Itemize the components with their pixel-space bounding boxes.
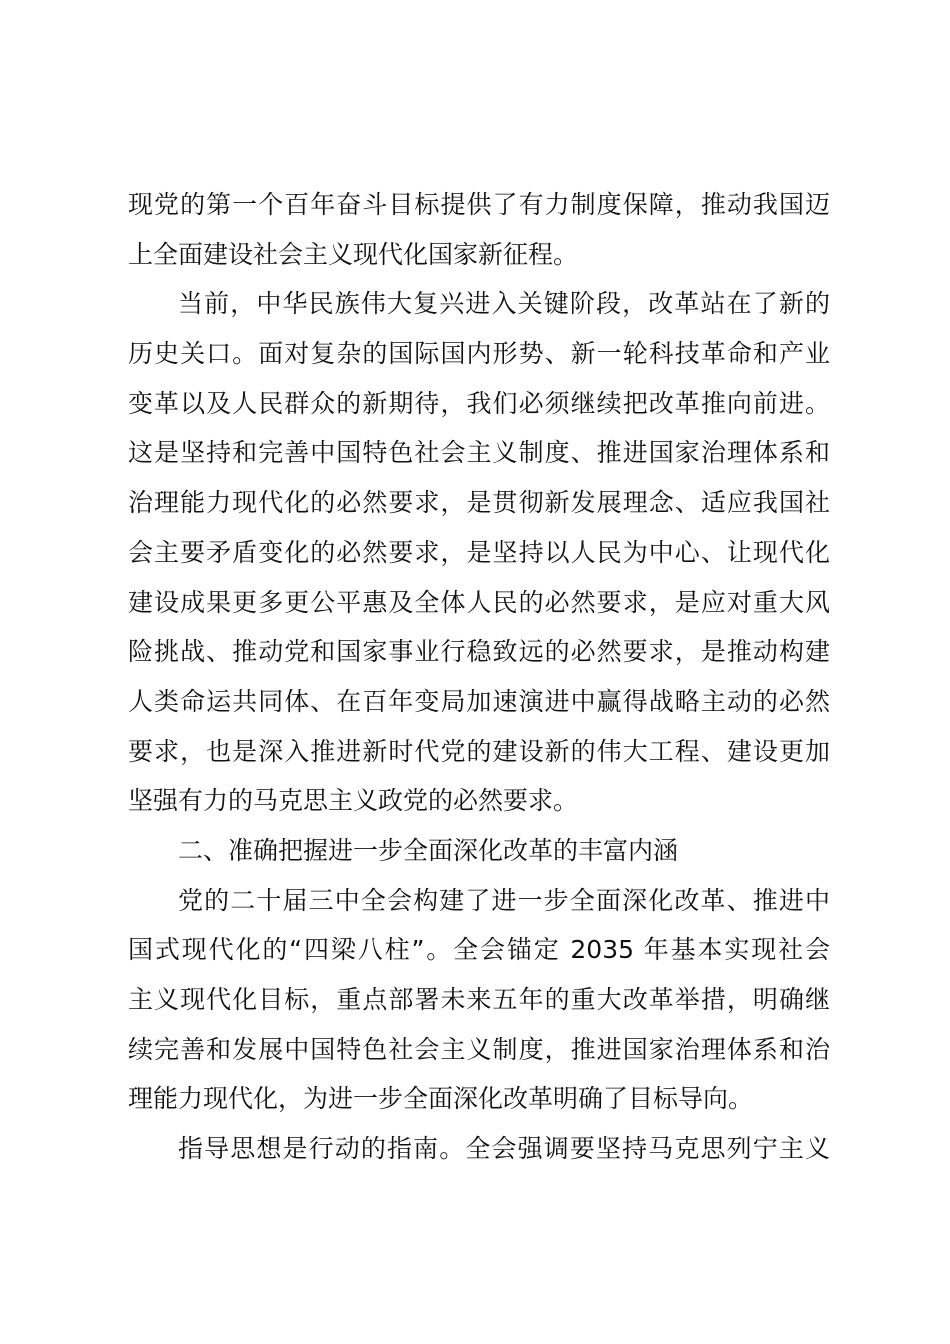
text-line: 党的二十届三中全会构建了进一步全面深化改革、推进中: [178, 885, 830, 915]
text-line: 国式现代化的“四梁八柱”。全会锚定 2035 年基本实现社会: [128, 935, 830, 965]
text-line: 当前，中华民族伟大复兴进入关键阶段，改革站在了新的: [178, 289, 830, 319]
text-line: 人类命运共同体、在百年变局加速演进中赢得战略主动的必然: [128, 686, 830, 716]
text-line: 要求，也是深入推进新时代党的建设新的伟大工程、建设更加: [128, 736, 830, 766]
document-body: [128, 180, 830, 1174]
section-heading: 二、准确把握进一步全面深化改革的丰富内涵: [178, 835, 679, 865]
text-line: 建设成果更多更公平惠及全体人民的必然要求，是应对重大风: [128, 587, 830, 617]
text-line: 理能力现代化，为进一步全面深化改革明确了目标导向。: [128, 1084, 754, 1114]
text-line: 会主要矛盾变化的必然要求，是坚持以人民为中心、让现代化: [128, 537, 830, 567]
text-line: 现党的第一个百年奋斗目标提供了有力制度保障，推动我国迈: [128, 190, 830, 219]
text-line: 上全面建设社会主义现代化国家新征程。: [128, 239, 579, 269]
text-line: 这是坚持和完善中国特色社会主义制度、推进国家治理体系和: [128, 438, 830, 468]
text-line: 变革以及人民群众的新期待，我们必须继续把改革推向前进。: [128, 388, 830, 418]
text-line: 险挑战、推动党和国家事业行稳致远的必然要求，是推动构建: [128, 637, 830, 667]
text-line: 治理能力现代化的必然要求，是贯彻新发展理念、适应我国社: [128, 488, 830, 518]
text-line: 坚强有力的马克思主义政党的必然要求。: [128, 786, 579, 816]
text-line: 主义现代化目标，重点部署未来五年的重大改革举措，明确继: [128, 985, 830, 1014]
text-line: 指导思想是行动的指南。全会强调要坚持马克思列宁主义: [178, 1134, 830, 1164]
text-line: 历史关口。面对复杂的国际国内形势、新一轮科技革命和产业: [128, 339, 830, 369]
text-line: 续完善和发展中国特色社会主义制度，推进国家治理体系和治: [128, 1034, 830, 1064]
